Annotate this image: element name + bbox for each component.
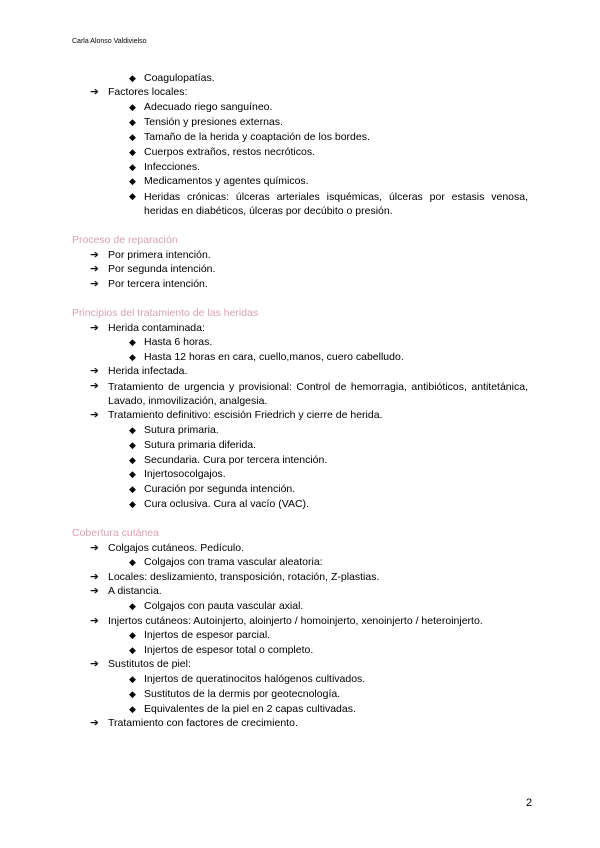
diamond-bullet-icon: ◆ (129, 73, 136, 83)
arrow-bullet-icon: ➔ (90, 585, 99, 597)
list-item: Cura oclusiva. Cura al vacío (VAC). (144, 498, 309, 510)
diamond-bullet-icon: ◆ (129, 630, 136, 640)
diamond-bullet-icon: ◆ (129, 425, 136, 435)
list-item: Factores locales: (108, 86, 188, 98)
diamond-bullet-icon: ◆ (129, 176, 136, 186)
arrow-bullet-icon: ➔ (90, 658, 99, 670)
page-number: 2 (526, 797, 533, 809)
list-item: Equivalentes de la piel en 2 capas cultivadas. (144, 703, 356, 715)
list-item: Por tercera intención. (108, 278, 208, 290)
diamond-bullet-icon: ◆ (129, 162, 136, 172)
list-item: Injertos de espesor total o completo. (144, 644, 314, 656)
list-item: Tratamiento con factores de crecimiento. (108, 717, 298, 729)
list-item: Injertos cutáneos: Autoinjerto, aloinjerto / homoinjerto, xenoinjerto / heteroinjerto. (108, 615, 483, 627)
diamond-bullet-icon: ◆ (129, 689, 136, 699)
list-item: Coagulopatías. (144, 72, 215, 84)
section-heading-reparacion: Proceso de reparación (72, 234, 178, 246)
diamond-bullet-icon: ◆ (129, 557, 136, 567)
diamond-bullet-icon: ◆ (129, 455, 136, 465)
list-item: Infecciones. (144, 161, 201, 173)
diamond-bullet-icon: ◆ (129, 499, 136, 509)
list-item: Por segunda intención. (108, 263, 216, 275)
list-item: Colgajos con pauta vascular axial. (144, 600, 304, 612)
diamond-bullet-icon: ◆ (129, 601, 136, 611)
list-item: Colgajos con trama vascular aleatoria: (144, 556, 323, 568)
diamond-bullet-icon: ◆ (129, 117, 136, 127)
list-item: Curación por segunda intención. (144, 483, 296, 495)
diamond-bullet-icon: ◆ (129, 147, 136, 157)
list-item: Heridas crónicas: úlceras arteriales isquémicas, úlceras por estasis venosa, heridas en diabéticos, úlceras por decúbito o presión. (144, 191, 528, 217)
diamond-bullet-icon: ◆ (129, 674, 136, 684)
diamond-bullet-icon: ◆ (129, 337, 136, 347)
diamond-bullet-icon: ◆ (129, 132, 136, 142)
diamond-bullet-icon: ◆ (129, 191, 136, 201)
list-item: Secundaria. Cura por tercera intención. (144, 454, 328, 466)
arrow-bullet-icon: ➔ (90, 717, 99, 729)
list-item: Sutura primaria diferida. (144, 439, 257, 451)
list-item: Sustitutos de la dermis por geotecnología. (144, 688, 341, 700)
list-item: Sutura primaria. (144, 424, 219, 436)
list-item: Injertos de queratinocitos halógenos cultivados. (144, 673, 366, 685)
arrow-bullet-icon: ➔ (90, 380, 99, 392)
list-item: Tensión y presiones externas. (144, 116, 283, 128)
arrow-bullet-icon: ➔ (90, 542, 99, 554)
section-heading-tratamiento: Principios del tratamiento de las heridas (72, 307, 259, 319)
list-item: Injertosocolgajos. (144, 468, 226, 480)
arrow-bullet-icon: ➔ (90, 263, 99, 275)
diamond-bullet-icon: ◆ (129, 645, 136, 655)
diamond-bullet-icon: ◆ (129, 469, 136, 479)
list-item: Sustitutos de piel: (108, 658, 191, 670)
arrow-bullet-icon: ➔ (90, 249, 99, 261)
list-item: Colgajos cutáneos. Pedículo. (108, 542, 245, 554)
list-item: Tamaño de la herida y coaptación de los bordes. (144, 131, 370, 143)
list-item: Hasta 12 horas en cara, cuello,manos, cuero cabelludo. (144, 351, 404, 363)
arrow-bullet-icon: ➔ (90, 322, 99, 334)
diamond-bullet-icon: ◆ (129, 440, 136, 450)
section-heading-cobertura: Cobertura cutánea (72, 527, 159, 539)
diamond-bullet-icon: ◆ (129, 704, 136, 714)
list-item: Adecuado riego sanguíneo. (144, 101, 273, 113)
list-item: Cuerpos extraños, restos necróticos. (144, 146, 315, 158)
arrow-bullet-icon: ➔ (90, 571, 99, 583)
arrow-bullet-icon: ➔ (90, 86, 99, 98)
list-item: Por primera intención. (108, 249, 211, 261)
list-item: Tratamiento de urgencia y provisional: Control de hemorragia, antibióticos, antitetánica, Lavado, inmovilización, analgesia. (108, 381, 528, 407)
list-item: Medicamentos y agentes químicos. (144, 175, 309, 187)
diamond-bullet-icon: ◆ (129, 102, 136, 112)
list-item: A distancia. (108, 585, 162, 597)
arrow-bullet-icon: ➔ (90, 409, 99, 421)
arrow-bullet-icon: ➔ (90, 278, 99, 290)
arrow-bullet-icon: ➔ (90, 365, 99, 377)
diamond-bullet-icon: ◆ (129, 484, 136, 494)
list-item: Herida contaminada: (108, 322, 205, 334)
list-item: Hasta 6 horas. (144, 336, 213, 348)
list-item: Herida infectada. (108, 365, 188, 377)
list-item: Locales: deslizamiento, transposición, rotación, Z-plastias. (108, 571, 380, 583)
diamond-bullet-icon: ◆ (129, 352, 136, 362)
list-item: Injertos de espesor parcial. (144, 629, 271, 641)
list-item: Tratamiento definitivo: escisión Friedrich y cierre de herida. (108, 409, 383, 421)
arrow-bullet-icon: ➔ (90, 615, 99, 627)
header-author: Carla Alonso Valdivielso (72, 38, 147, 45)
